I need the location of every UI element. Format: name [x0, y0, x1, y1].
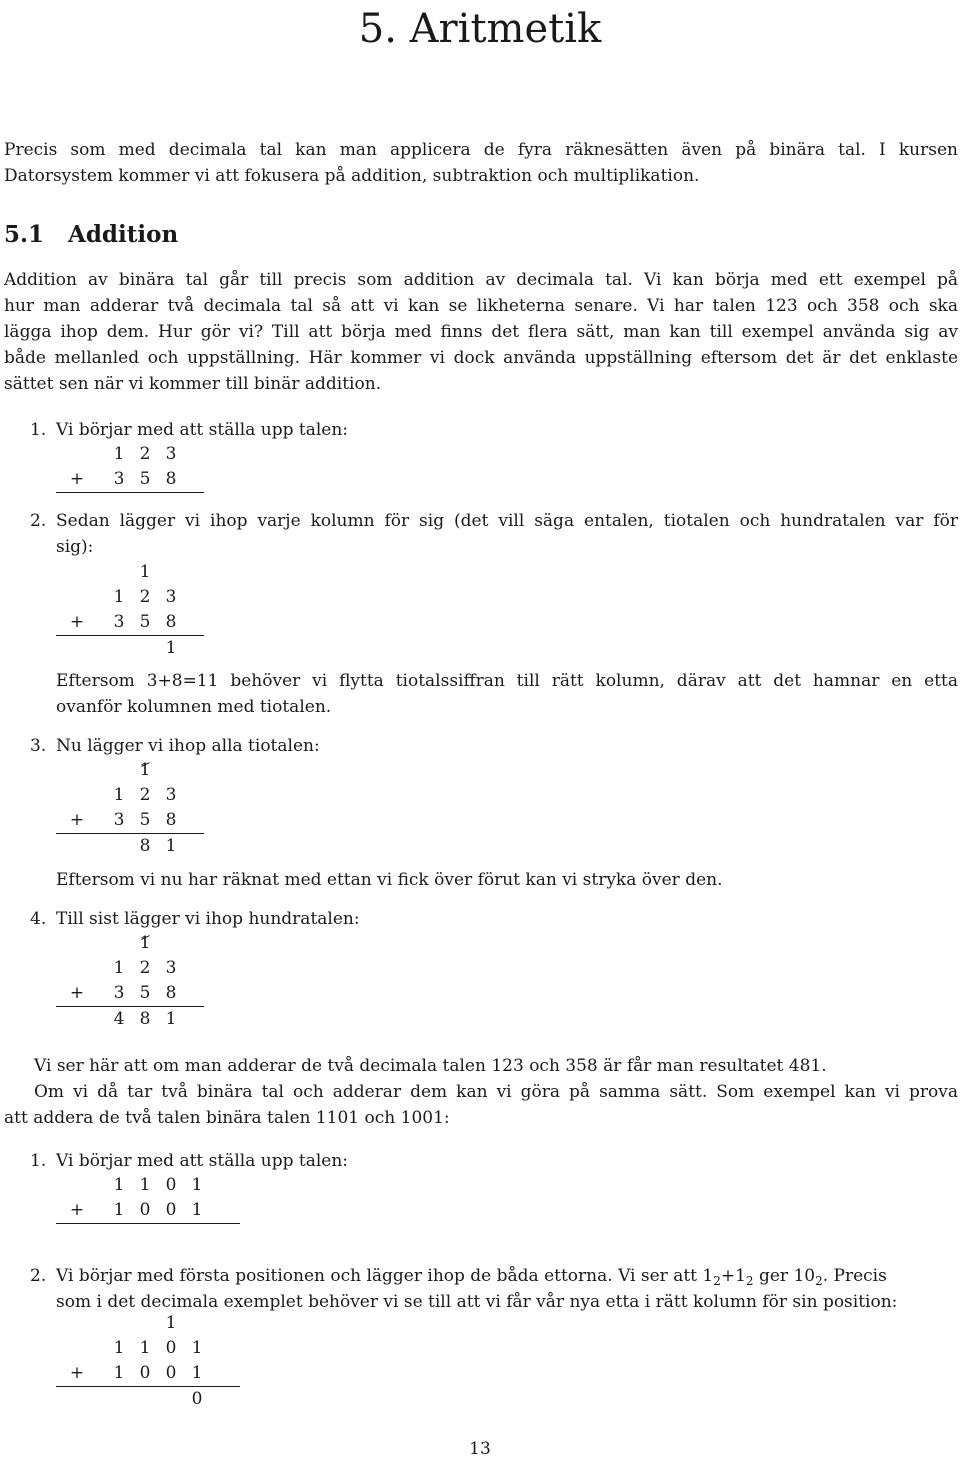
digit: 3 [113, 983, 125, 1003]
digit: 0 [139, 1200, 151, 1220]
digit: 5 [139, 612, 151, 632]
paragraph-line: lägga ihop dem. Hur gör vi? Till att börja med finns det flera sätt, man kan till exempel använda sig av [4, 322, 958, 342]
result-digit: 0 [191, 1389, 203, 1409]
digit: 8 [165, 983, 177, 1003]
digit: 2 [139, 785, 151, 805]
result-digit: 1 [165, 1009, 177, 1029]
sum-rule [56, 492, 204, 493]
step-text [56, 1263, 958, 1315]
digit: 0 [165, 1363, 177, 1383]
paragraph-line: både mellanled och uppställning. Här kommer vi dock använda uppställning eftersom det är det enklaste [4, 348, 958, 368]
digit: 5 [139, 810, 151, 830]
step-note-line: Eftersom 3+8=11 behöver vi flytta tiotalssiffran till rätt kolumn, därav att det hamnar en etta [56, 671, 958, 691]
section-title: Addition [68, 221, 179, 248]
sum-rule [56, 1223, 240, 1224]
text-run: Vi börjar med första positionen och lägger ihop de båda ettorna. Vi ser att 1 [56, 1266, 714, 1286]
digit: 1 [191, 1338, 203, 1358]
plus-sign: + [69, 612, 85, 632]
digit: 0 [165, 1338, 177, 1358]
digit: 2 [139, 444, 151, 464]
step-text [56, 508, 958, 560]
digit: 1 [191, 1363, 203, 1383]
digit: 1 [113, 958, 125, 978]
digit: 8 [165, 810, 177, 830]
step-text-line [56, 1263, 958, 1289]
digit: 1 [113, 1175, 125, 1195]
step-text-line: som i det decimala exemplet behöver vi se till att vi får vår nya etta i rätt kolumn för sin position: [56, 1292, 898, 1312]
digit: 3 [113, 612, 125, 632]
step-number: 2. [30, 511, 47, 531]
addition-setup-binary-2 [56, 1310, 256, 1414]
result-digit: 1 [165, 638, 177, 658]
digit: 0 [165, 1175, 177, 1195]
paragraph-line: hur man adderar två decimala tal så att vi kan se likheterna senare. Vi har talen 123 och 358 och ska [4, 296, 958, 316]
result-digit: 8 [139, 1009, 151, 1029]
paragraph-line: Vi ser här att om man adderar de två decimala talen 123 och 358 är får man resultatet 481. [34, 1056, 827, 1076]
digit: 0 [165, 1200, 177, 1220]
digit: 3 [113, 469, 125, 489]
digit: 8 [165, 612, 177, 632]
intro-paragraph [4, 137, 958, 189]
plus-sign: + [69, 1200, 85, 1220]
digit: 1 [113, 1363, 125, 1383]
intro-line-1: Precis som med decimala tal kan man applicera de fyra räknesätten även på binära tal. I kursen [4, 140, 958, 160]
digit: 3 [113, 810, 125, 830]
page-number: 13 [469, 1439, 491, 1459]
addition-setup-decimal-2 [56, 559, 216, 663]
digit: 5 [139, 469, 151, 489]
digit: 3 [165, 587, 177, 607]
step-text-line: sig): [56, 537, 94, 557]
step-number: 4. [30, 909, 47, 929]
struck-carry-digit: 1 [132, 757, 158, 783]
digit: 1 [113, 444, 125, 464]
transition-paragraph [4, 1053, 958, 1131]
digit: 1 [113, 785, 125, 805]
result-digit: 1 [165, 836, 177, 856]
result-digit: 8 [139, 836, 151, 856]
addition-setup-decimal-1 [56, 441, 216, 501]
step-number: 2. [30, 1266, 47, 1286]
step-number: 1. [30, 420, 47, 440]
digit: 2 [139, 958, 151, 978]
digit: 1 [139, 1175, 151, 1195]
subscript: 2 [815, 1274, 823, 1288]
section-number: 5.1 [4, 221, 45, 248]
addition-intro-paragraph [4, 267, 958, 397]
digit: 3 [165, 785, 177, 805]
digit: 1 [191, 1175, 203, 1195]
step-number: 3. [30, 736, 47, 756]
digit: 8 [165, 469, 177, 489]
step-text: Vi börjar med att ställa upp talen: [56, 1151, 349, 1171]
addition-setup-binary-1 [56, 1172, 256, 1232]
result-digit: 4 [113, 1009, 125, 1029]
subscript: 2 [745, 1274, 754, 1288]
subscript: 2 [713, 1274, 721, 1288]
step-text: Nu lägger vi ihop alla tiotalen: [56, 736, 320, 756]
digit: 1 [139, 1338, 151, 1358]
step-text: Vi börjar med att ställa upp talen: [56, 420, 349, 440]
paragraph-line: Om vi då tar två binära tal och adderar dem kan vi göra på samma sätt. Som exempel kan vi prova [34, 1082, 958, 1102]
digit: 1 [113, 1338, 125, 1358]
digit: 1 [113, 587, 125, 607]
addition-setup-decimal-3 [56, 757, 216, 861]
digit: 3 [165, 444, 177, 464]
plus-sign: + [69, 983, 85, 1003]
digit: 1 [191, 1200, 203, 1220]
text-run: ger 10 [753, 1266, 816, 1286]
section-heading [4, 220, 178, 250]
carry-digit: 1 [165, 1313, 177, 1333]
step-number: 1. [30, 1151, 47, 1171]
paragraph-line: Addition av binära tal går till precis som addition av decimala tal. Vi kan börja med ett exempel på [4, 270, 958, 290]
text-run: . Precis [822, 1266, 887, 1286]
plus-sign: + [69, 1363, 85, 1383]
intro-line-2: Datorsystem kommer vi att fokusera på addition, subtraktion och multiplikation. [4, 166, 700, 186]
step-text: Till sist lägger vi ihop hundratalen: [56, 909, 360, 929]
digit: 1 [113, 1200, 125, 1220]
addition-setup-decimal-4 [56, 930, 216, 1034]
paragraph-line: sättet sen när vi kommer till binär addition. [4, 374, 382, 394]
paragraph-line: att addera de två talen binära talen 1101 och 1001: [4, 1108, 450, 1128]
chapter-title: 5. Aritmetik [358, 6, 602, 52]
digit: 2 [139, 587, 151, 607]
carry-digit: 1 [139, 562, 151, 582]
sum-rule [56, 1386, 240, 1387]
struck-carry-digit: 1 [132, 930, 158, 956]
step-text-line: Sedan lägger vi ihop varje kolumn för sig (det vill säga entalen, tiotalen och hundratalen var för [56, 511, 958, 531]
text-run: +1 [720, 1266, 746, 1286]
digit: 5 [139, 983, 151, 1003]
plus-sign: + [69, 810, 85, 830]
step-note [56, 668, 958, 720]
step-note-line: ovanför kolumnen med tiotalen. [56, 697, 332, 717]
digit: 3 [165, 958, 177, 978]
step-note: Eftersom vi nu har räknat med ettan vi fick över förut kan vi stryka över den. [56, 870, 723, 890]
plus-sign: + [69, 469, 85, 489]
digit: 0 [139, 1363, 151, 1383]
